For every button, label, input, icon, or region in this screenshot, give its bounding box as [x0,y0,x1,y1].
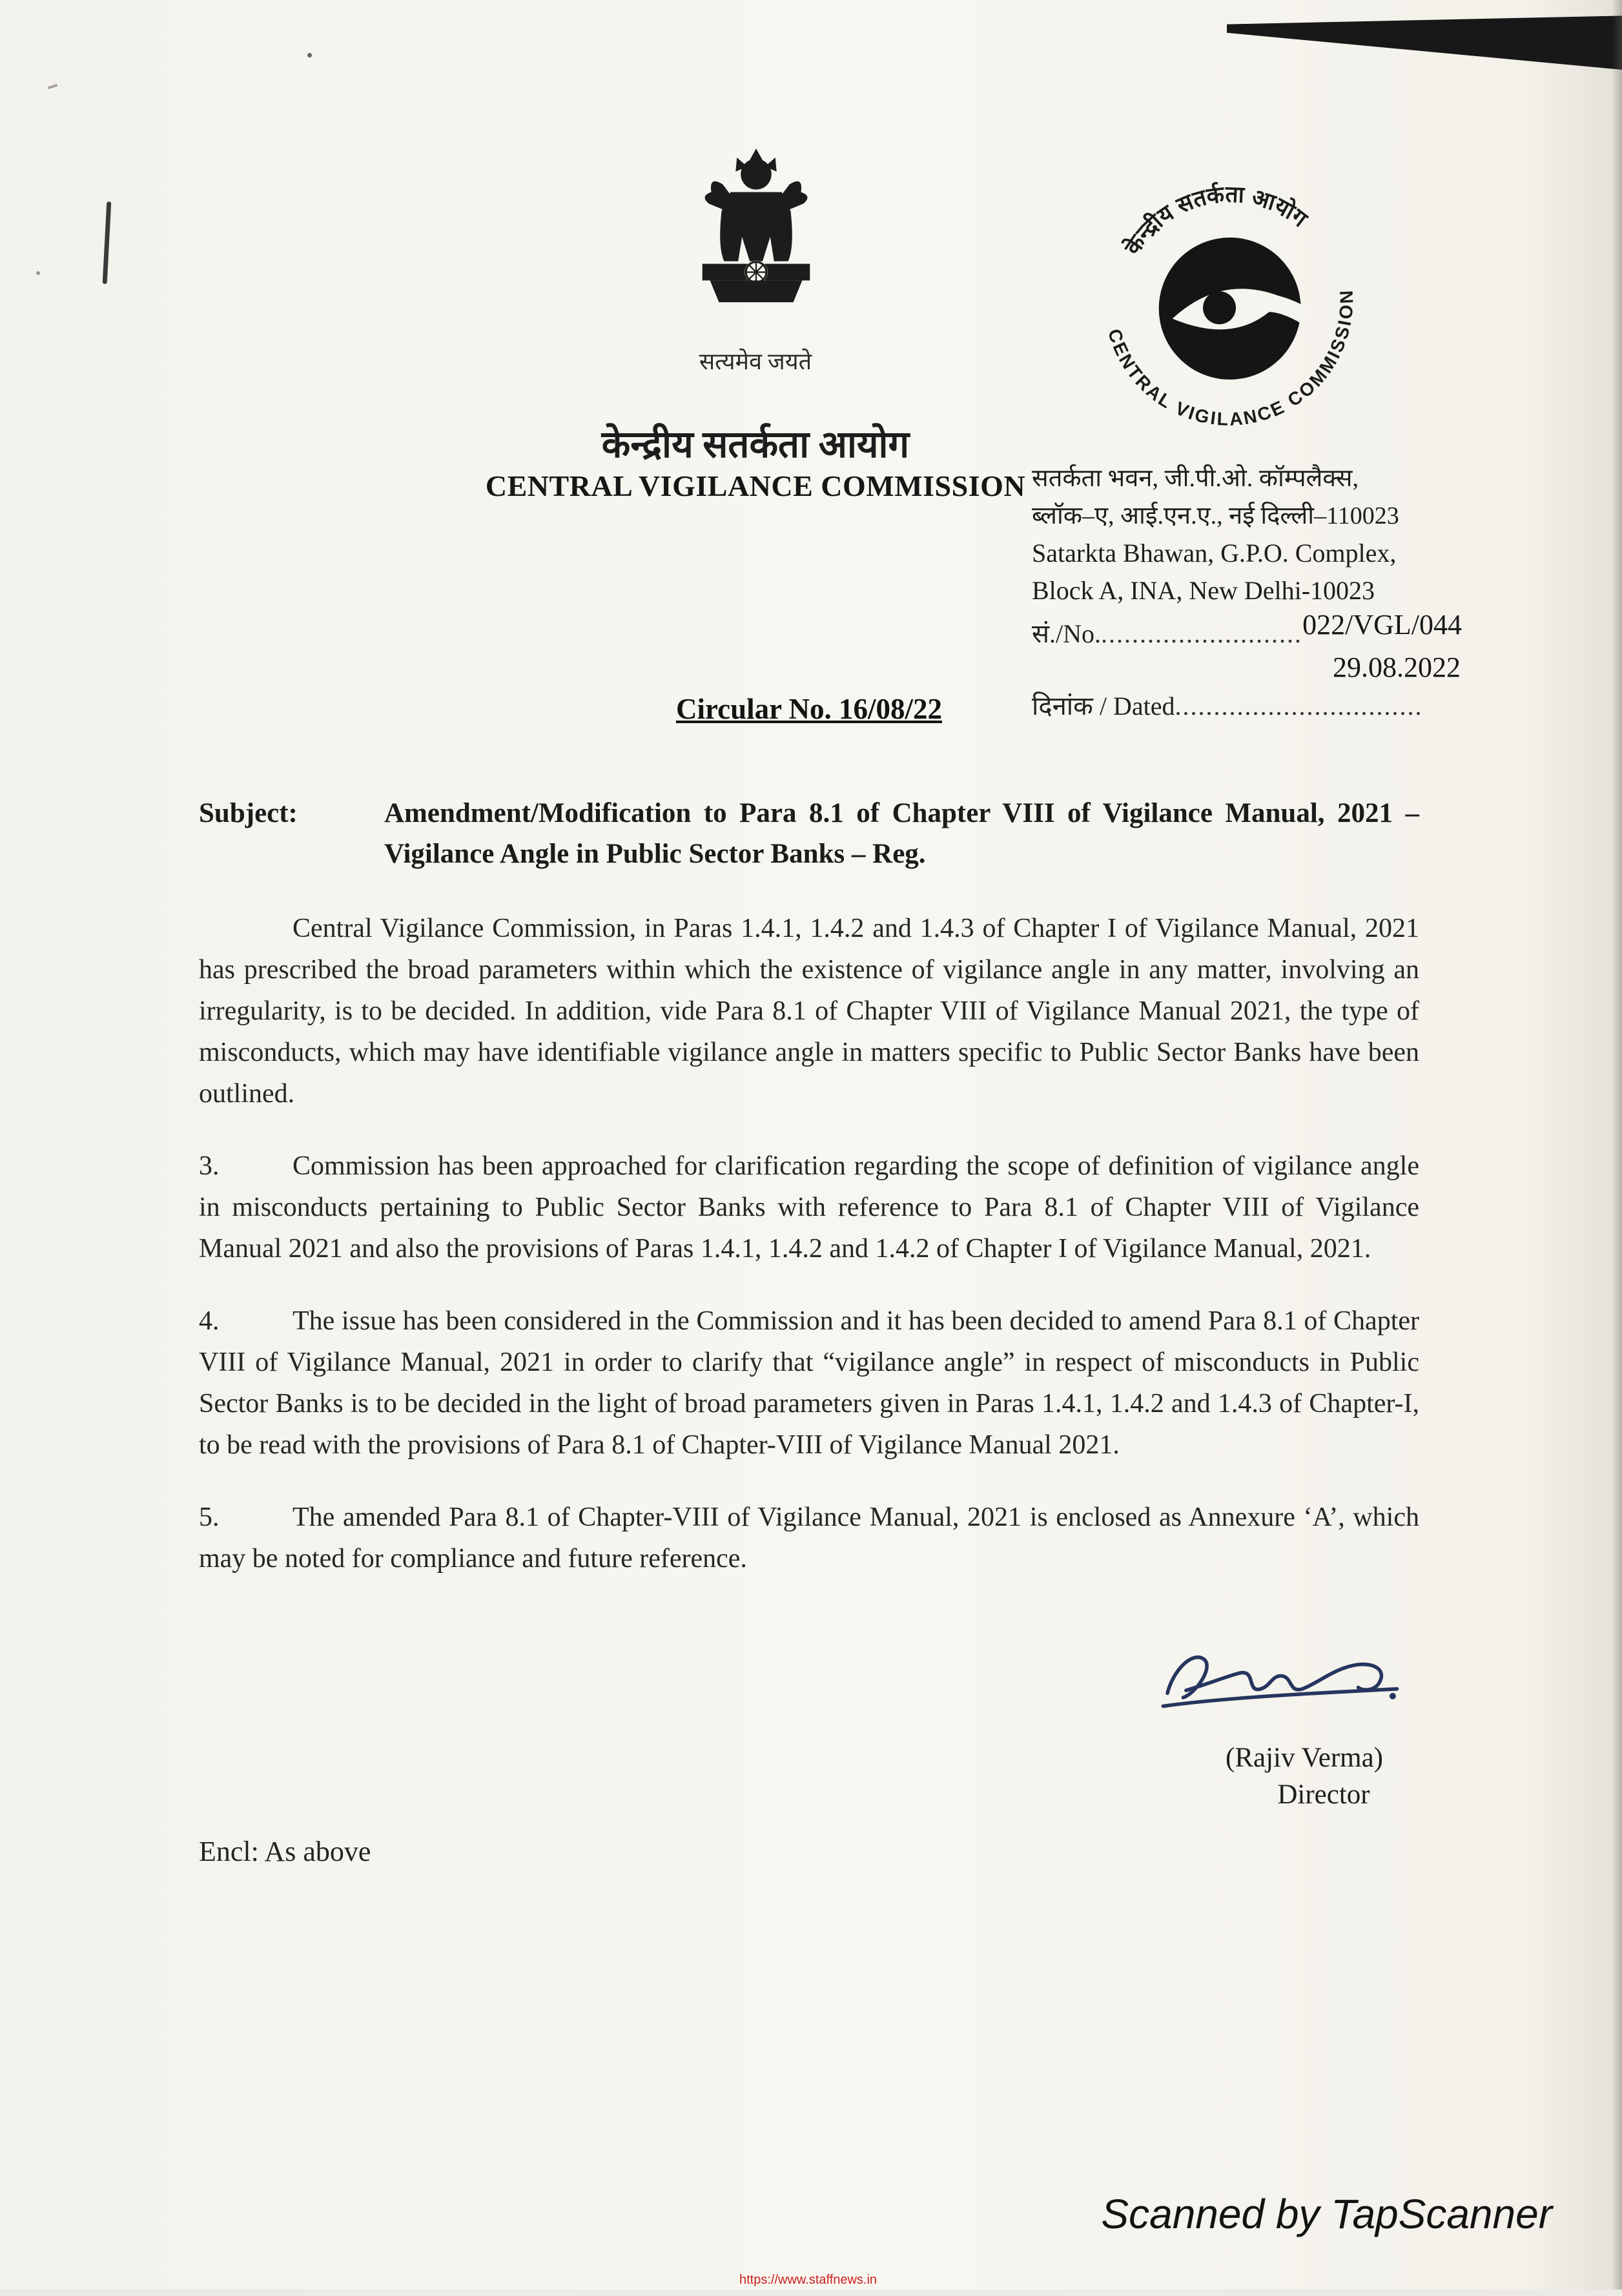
scan-artifact-spot [48,84,58,89]
enclosure-note: Encl: As above [199,1836,371,1867]
logo-ring-text-english: CENTRAL VIGILANCE COMMISSION [1103,288,1358,431]
subject-text: Amendment/Modification to Para 8.1 of Chapter VIII of Vigilance Manual, 2021 – Vigilance Angle in Public Sector Banks – Reg. [384,798,1419,869]
date-value: 29.08.2022 [1333,651,1461,683]
paragraph-text: Central Vigilance Commission, in Paras 1.4.1, 1.4.2 and 1.4.3 of Chapter I of Vigilance Manual, 2021 has prescribed the broad parameters within which the existence of vigilance angle in any matter, involving an irregularity, is to be decided. In addition, vide Para 8.1 of Chapter VIII of Vigilance Manual 2021, the type of misconducts, which may have identifiable vigilance angle in matters specific to Public Sector Banks have been outlined. [199,914,1419,1109]
signatory-name: (Rajiv Verma) [1226,1743,1383,1773]
cvc-logo-icon [1090,167,1369,446]
logo-ring-text-hindi: केन्द्रीय सतर्कता आयोग [1120,181,1312,260]
paragraph-text: Commission has been approached for clarification regarding the scope of definition of vigilance angle in misconducts pertaining to Public Sector Banks with reference to Para 8.1 of Chapter VIII of Vigilance Manual 2021 and also the provisions of Paras 1.4.1, 1.4.2 and 1.4.2 of Chapter I of Vigilance Manual, 2021. [199,1151,1419,1264]
circular-number: Circular No. 16/08/22 [675,693,943,725]
scan-artifact-pen-mark [103,201,112,284]
document-body [199,793,1419,1610]
paragraph-number: 4. [199,1306,220,1336]
body-paragraph [199,1300,1419,1466]
national-emblem-icon [679,136,833,337]
dated-dotted-leader: ................................ [1175,692,1423,721]
handwritten-signature [1155,1627,1413,1730]
paragraph-text: The amended Para 8.1 of Chapter-VIII of Vigilance Manual, 2021 is enclosed as Annexure ‘A’, which may be noted for compliance and future reference. [199,1502,1419,1573]
body-paragraph [199,908,1419,1114]
paragraph-number: 5. [199,1502,220,1532]
subject-row [199,793,1419,874]
reference-number-line [1032,609,1484,650]
address-english-line2: Block A, INA, New Delhi-10023 [1032,576,1375,605]
body-paragraph [199,1497,1419,1579]
scan-artifact-spot [36,271,40,275]
reference-label: सं./No. [1032,619,1102,648]
dated-line [1032,687,1484,723]
scan-artifact-spot [307,53,312,57]
address-hindi-line1: सतर्कता भवन, जी.पी.ओ. कॉम्पलैक्स, [1032,465,1359,492]
paragraph-text: The issue has been considered in the Commission and it has been decided to amend Para 8.1 of Chapter VIII of Vigilance Manual, 2021 in order to clarify that “vigilance angle” in respect of misconducts in Public Sector Banks is to be decided in the light of broad parameters given in Paras 1.4.1, 1.4.2 and 1.4.3 of Chapter-I, to be read with the provisions of Para 8.1 of Chapter-VIII of Vigilance Manual 2021. [199,1306,1419,1460]
reference-number: 022/VGL/044 [1302,609,1462,641]
scan-artifact-bottom-edge [0,2290,1622,2296]
signatory-block [1182,1742,1427,1810]
scan-artifact-right-edge [1612,0,1622,2296]
emblem-motto: सत्यमेव जयते [699,349,812,374]
footer-url: https://www.staffnews.in [739,2273,878,2287]
dated-label: दिनांक / Dated [1032,692,1175,721]
address-hindi-line2: ब्लॉक–ए, आई.एन.ए., नई दिल्ली–110023 [1032,502,1399,529]
org-name-english: CENTRAL VIGILANCE COMMISSION [485,469,1026,502]
scan-artifact-corner [1227,13,1622,84]
org-name-hindi: केन्द्रीय सतर्कता आयोग [601,424,910,466]
address-block [1032,460,1484,610]
address-english-line1: Satarkta Bhawan, G.P.O. Complex, [1032,538,1397,568]
scanner-watermark: Scanned by TapScanner [1101,2191,1552,2237]
signatory-title: Director [1277,1779,1370,1810]
subject-label: Subject: [199,798,298,828]
body-paragraph [199,1145,1419,1269]
paragraph-number: 3. [199,1151,220,1181]
reference-dotted-leader: .......................... [1101,619,1303,648]
